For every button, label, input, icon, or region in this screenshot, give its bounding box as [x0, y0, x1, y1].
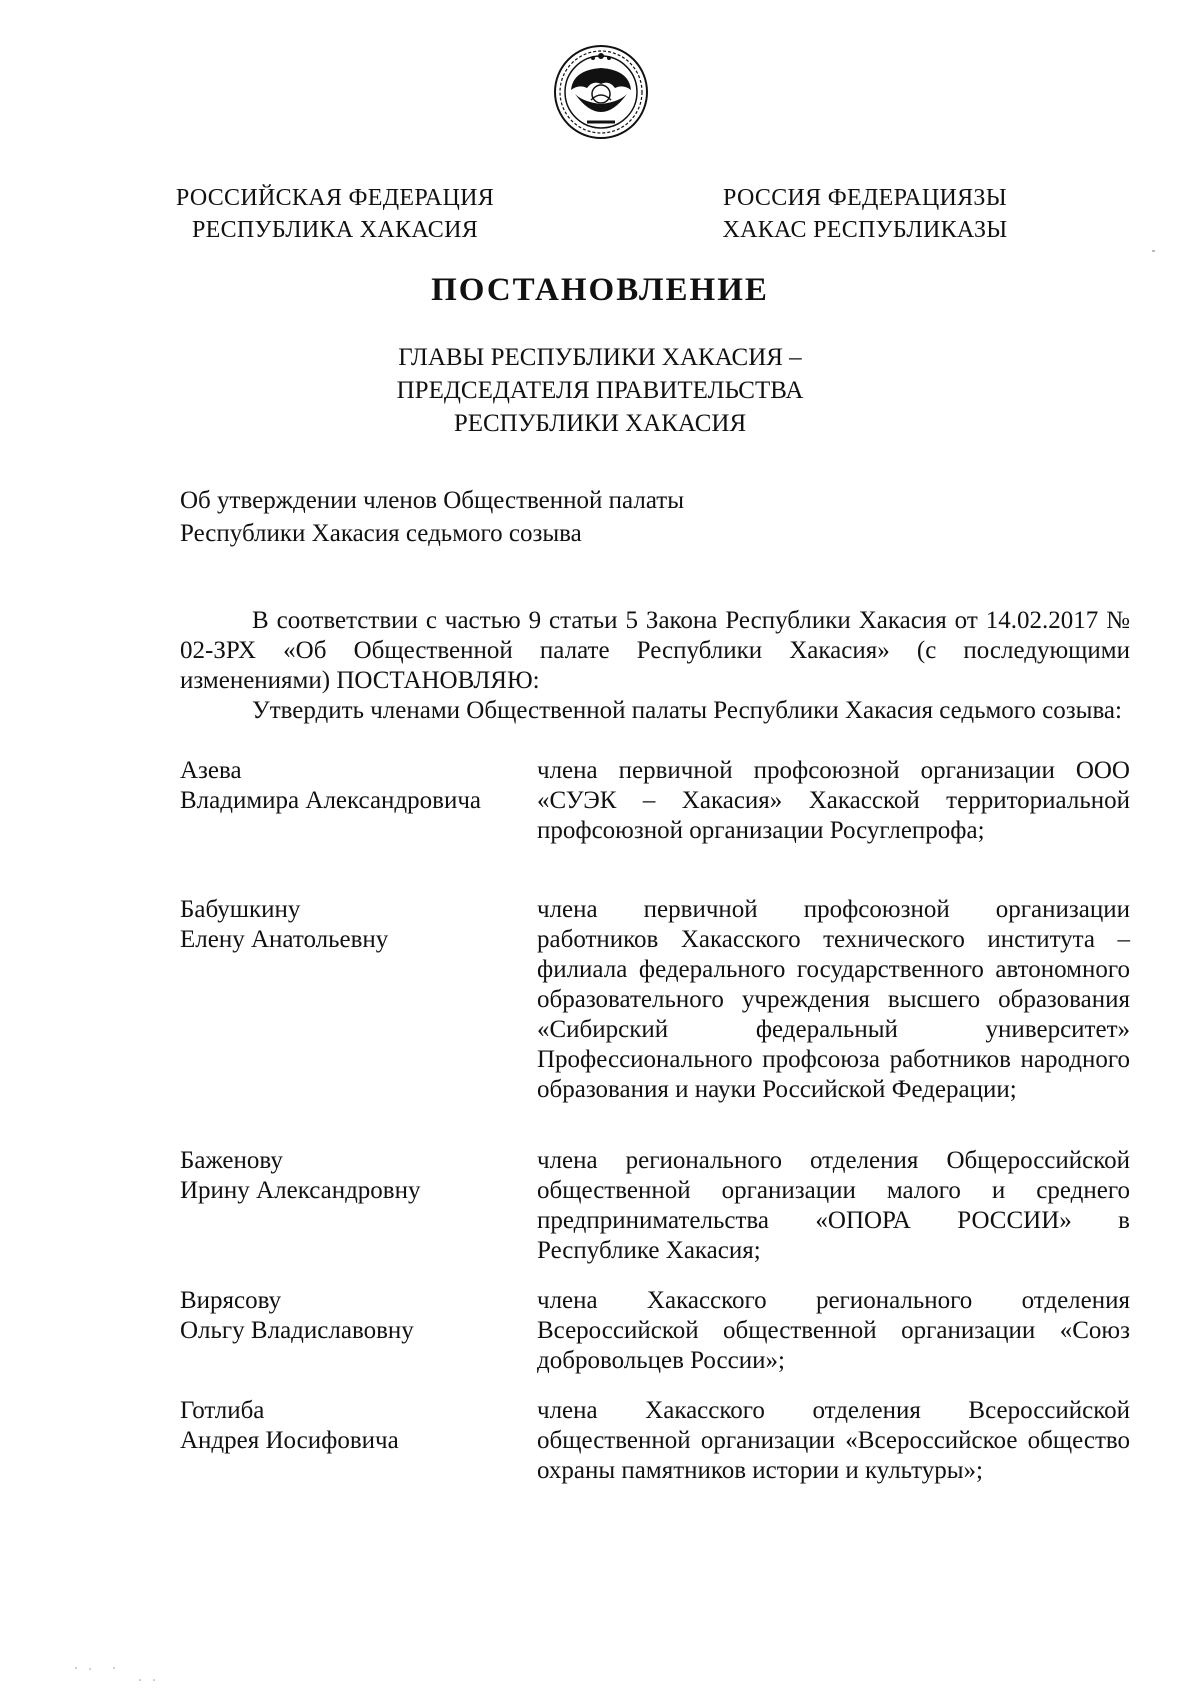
- member-surname: Вирясову: [180, 1287, 282, 1314]
- about-line-1: Об утверждении членов Общественной палаты: [180, 487, 685, 514]
- member-description: члена первичной профсоюзной организации ООО «СУЭК – Хакасия» Хакасской территориальной профсоюзной организации Росуглепрофа;: [537, 757, 1130, 844]
- member-given-names: Елену Анатольевну: [180, 926, 389, 953]
- member-given-names: Ирину Александровну: [180, 1177, 421, 1204]
- document-about: [180, 484, 780, 550]
- paragraph-preamble: В соответствии с частью 9 статьи 5 Закона Республики Хакасия от 14.02.2017 № 02-ЗРХ «Об Общественной палате Республики Хакасия» (с последующими изменениями) ПОСТАНОВЛЯЮ:: [180, 607, 1130, 694]
- member-surname: Бабушкину: [180, 896, 301, 923]
- subtitle-line-1: ГЛАВЫ РЕСПУБЛИКИ ХАКАСИЯ –: [398, 344, 802, 371]
- member-surname: Готлиба: [180, 1397, 265, 1424]
- subtitle-line-3: РЕСПУБЛИКИ ХАКАСИЯ: [453, 410, 747, 437]
- member-description: члена первичной профсоюзной организации работников Хакасского технического института – филиала федерального государственного автономного образовательного учреждения высшего образования «Сибирский федеральный университет» Профессионального профсоюза работников народного образования и науки Российской Федерации;: [537, 896, 1130, 1103]
- member-surname: Баженову: [180, 1147, 283, 1174]
- header-right-line-1: РОССИЯ ФЕДЕРАЦИЯЗЫ: [723, 185, 1007, 211]
- about-line-2: Республики Хакасия седьмого созыва: [180, 520, 582, 547]
- member-name: [180, 756, 520, 816]
- coat-of-arms-emblem-icon: [553, 44, 649, 140]
- member-given-names: Андрея Иосифовича: [180, 1427, 399, 1454]
- member-name: [180, 895, 520, 955]
- member-description: члена Хакасского отделения Всероссийской общественной организации «Всероссийское общество охраны памятников истории и культуры»;: [537, 1397, 1130, 1484]
- header-left-line-2: РЕСПУБЛИКА ХАКАСИЯ: [191, 217, 479, 243]
- member-name: [180, 1286, 520, 1346]
- member-name: [180, 1146, 520, 1206]
- subtitle-line-2: ПРЕДСЕДАТЕЛЯ ПРАВИТЕЛЬСТВА: [396, 377, 804, 404]
- scan-mark: [1152, 250, 1155, 252]
- member-description: члена Хакасского регионального отделения Всероссийской общественной организации «Союз добровольцев России»;: [537, 1287, 1130, 1374]
- header-right-line-2: ХАКАС РЕСПУБЛИКАЗЫ: [722, 217, 1008, 243]
- member-description: члена регионального отделения Общероссийской общественной организации малого и среднего предпринимательства «ОПОРА РОССИИ» в Республике Хакасия;: [537, 1147, 1130, 1264]
- header-left-line-1: РОССИЙСКАЯ ФЕДЕРАЦИЯ: [175, 185, 495, 211]
- header-right: [700, 182, 1030, 246]
- document-subtitle: [0, 341, 1200, 440]
- member-given-names: Ольгу Владиславовну: [180, 1317, 414, 1344]
- member-given-names: Владимира Александровича: [180, 787, 481, 814]
- scan-noise-dots: [70, 1664, 190, 1684]
- document-title: ПОСТАНОВЛЕНИЕ: [431, 272, 769, 308]
- paragraph-resolution: Утвердить членами Общественной палаты Республики Хакасия седьмого созыва:: [252, 697, 1122, 724]
- member-surname: Азева: [180, 757, 242, 784]
- member-name: [180, 1396, 520, 1456]
- header-left: [170, 182, 500, 246]
